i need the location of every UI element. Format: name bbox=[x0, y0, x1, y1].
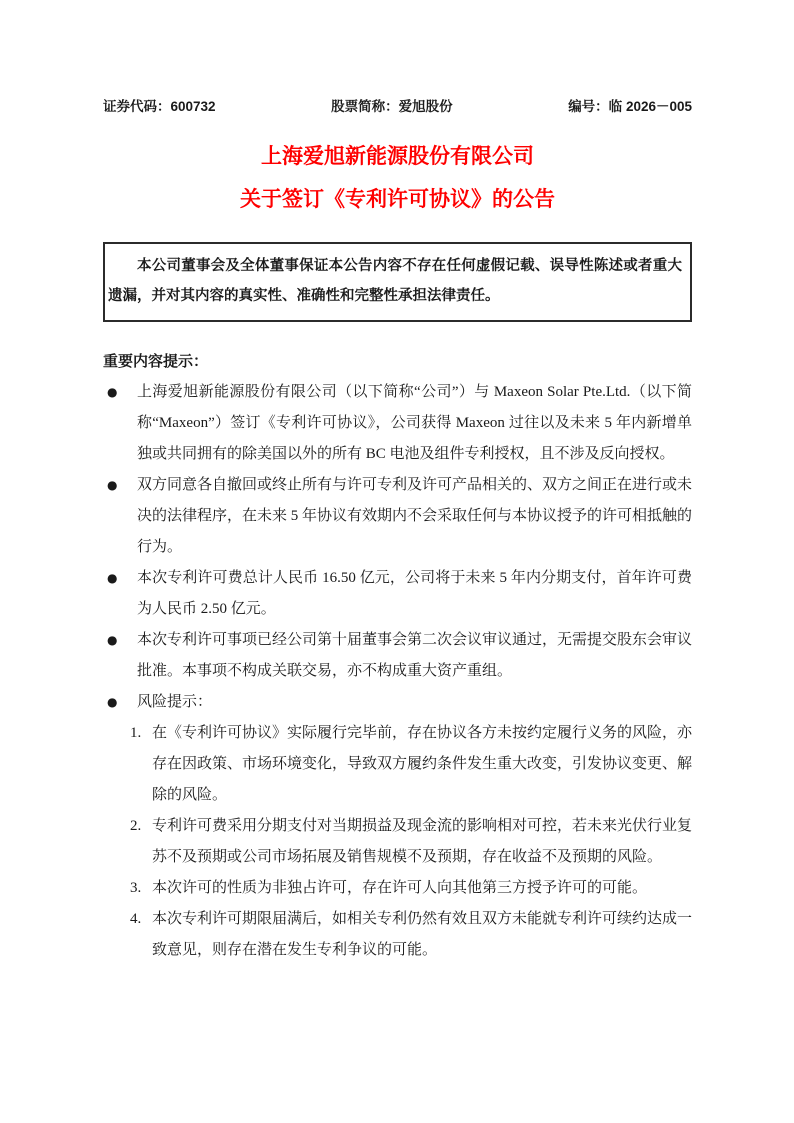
risk-number: 3. bbox=[130, 880, 142, 896]
list-item-risk-heading bbox=[103, 687, 692, 718]
bullet-text: 双方同意各自撤回或终止所有与许可专利及许可产品相关的、双方之间正在进行或未决的法律程序，在未来 5 年协议有效期内不会采取任何与本协议授予的许可相抵触的行为。 bbox=[137, 477, 693, 555]
risk-heading-text: 风险提示： bbox=[137, 694, 213, 710]
risk-item bbox=[130, 718, 692, 811]
risk-list bbox=[130, 718, 692, 966]
bullet-list bbox=[103, 377, 692, 966]
list-item bbox=[103, 625, 692, 687]
declaration-box bbox=[103, 242, 692, 322]
list-item bbox=[103, 563, 692, 625]
important-notice-heading: 重要内容提示： bbox=[103, 353, 209, 370]
bullet-icon: ● bbox=[107, 385, 118, 399]
risk-text: 专利许可费采用分期支付对当期损益及现金流的影响相对可控，若未来光伏行业复苏不及预期或公司市场拓展及销售规模不及预期，存在收益不及预期的风险。 bbox=[152, 818, 693, 865]
bullet-icon: ● bbox=[107, 695, 118, 709]
risk-number: 1. bbox=[130, 725, 142, 741]
risk-text: 在《专利许可协议》实际履行完毕前，存在协议各方未按约定履行义务的风险，亦存在因政策、市场环境变化，导致双方履约条件发生重大改变，引发协议变更、解除的风险。 bbox=[152, 725, 693, 803]
risk-number: 2. bbox=[130, 818, 142, 834]
bullet-icon: ● bbox=[107, 478, 118, 492]
stock-short-name-label: 股票简称：爱旭股份 bbox=[331, 99, 453, 114]
list-item bbox=[103, 377, 692, 470]
announcement-number-label: 编号：临 2026－005 bbox=[568, 99, 692, 114]
risk-text: 本次许可的性质为非独占许可，存在许可人向其他第三方授予许可的可能。 bbox=[152, 880, 648, 896]
bullet-text: 本次专利许可事项已经公司第十届董事会第二次会议审议通过，无需提交股东会审议批准。本事项不构成关联交易，亦不构成重大资产重组。 bbox=[137, 632, 693, 679]
announcement-title: 关于签订《专利许可协议》的公告 bbox=[240, 188, 555, 211]
risk-text: 本次专利许可期限届满后，如相关专利仍然有效且双方未能就专利许可续约达成一致意见，则存在潜在发生专利争议的可能。 bbox=[152, 911, 693, 958]
stock-code-label: 证券代码：600732 bbox=[103, 99, 216, 114]
bullet-text: 本次专利许可费总计人民币 16.50 亿元，公司将于未来 5 年内分期支付，首年许可费为人民币 2.50 亿元。 bbox=[137, 570, 692, 617]
risk-item bbox=[130, 873, 692, 904]
declaration-text: 本公司董事会及全体董事保证本公告内容不存在任何虚假记载、误导性陈述或者重大遗漏，并对其内容的真实性、准确性和完整性承担法律责任。 bbox=[108, 258, 682, 304]
doc-header bbox=[103, 99, 692, 114]
bullet-icon: ● bbox=[107, 571, 118, 585]
risk-item bbox=[130, 904, 692, 966]
bullet-text: 上海爱旭新能源股份有限公司（以下简称“公司”）与 Maxeon Solar Pte.Ltd.（以下简称“Maxeon”）签订《专利许可协议》，公司获得 Maxeon 过往以及未来 5 年内新增单独或共同拥有的除美国以外的所有 BC 电池及组件专利授权，且不涉及反向授权。 bbox=[137, 384, 692, 462]
risk-item bbox=[130, 811, 692, 873]
list-item bbox=[103, 470, 692, 563]
company-title: 上海爱旭新能源股份有限公司 bbox=[261, 145, 534, 168]
bullet-icon: ● bbox=[107, 633, 118, 647]
risk-number: 4. bbox=[130, 911, 142, 927]
